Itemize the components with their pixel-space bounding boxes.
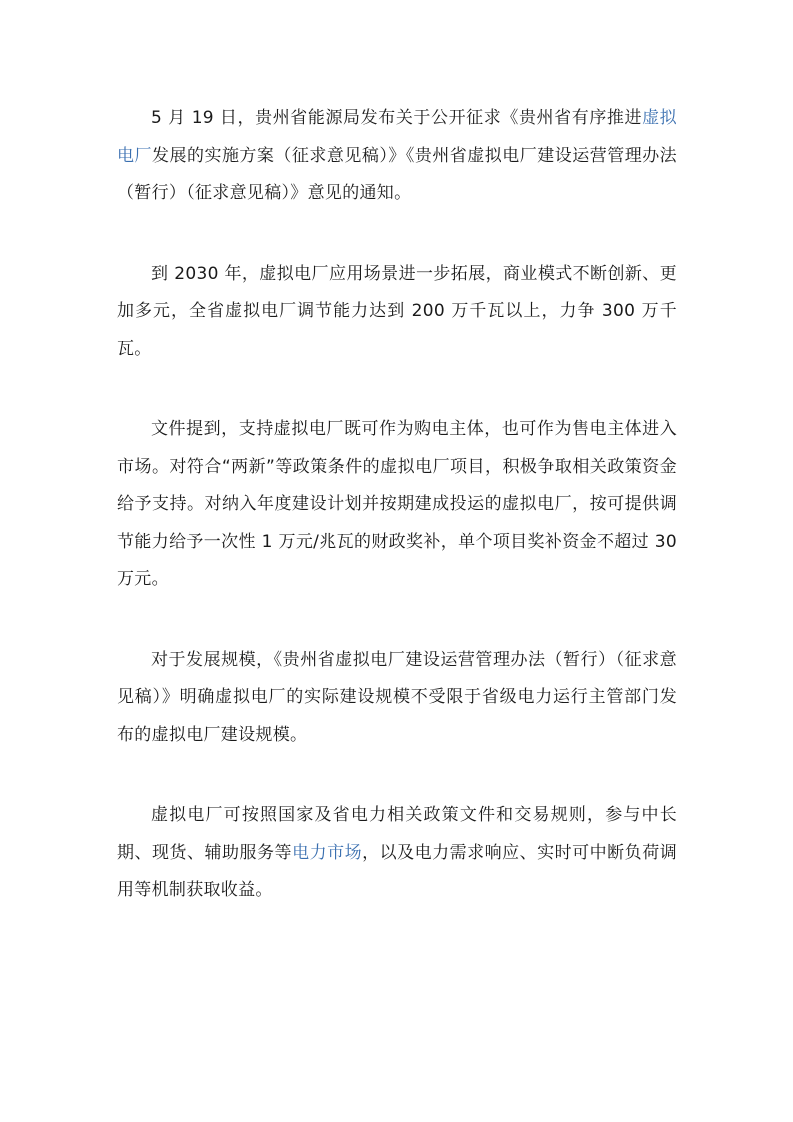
paragraph-text: 文件提到，支持虚拟电厂既可作为购电主体，也可作为售电主体进入市场。对符合“两新”等政策条件的虚拟电厂项目，积极争取相关政策资金给予支持。对纳入年度建设计划并按期建成投运的虚拟电厂，按可提供调节能力给予一次性 1 万元/兆瓦的财政奖补，单个项目奖补资金不超过 30 万元。	[117, 419, 677, 589]
document-body	[117, 100, 677, 953]
paragraph-revenue-mechanisms	[117, 797, 677, 910]
link-virtual-power-plant[interactable]: 虚拟电厂	[117, 108, 677, 166]
paragraph-text: ，以及电力需求响应、实时可中断负荷调用等机制获取收益。	[117, 842, 677, 900]
paragraph-development-scale	[117, 642, 677, 755]
paragraph-text: 虚拟电厂可按照国家及省电力相关政策文件和交易规则，参与中长期、现货、辅助服务等	[117, 805, 677, 863]
paragraph-2030-target	[117, 256, 677, 369]
paragraph-policy-support	[117, 411, 677, 599]
link-electricity-market[interactable]: 电力市场	[292, 842, 363, 863]
paragraph-text: 发展的实施方案（征求意见稿）》《贵州省虚拟电厂建设运营管理办法（暂行）（征求意见稿）》意见的通知。	[117, 145, 677, 203]
paragraph-announcement	[117, 100, 677, 213]
paragraph-text: 到 2030 年，虚拟电厂应用场景进一步拓展，商业模式不断创新、更加多元，全省虚拟电厂调节能力达到 200 万千瓦以上，力争 300 万千瓦。	[117, 263, 677, 359]
paragraph-text: 5 月 19 日，贵州省能源局发布关于公开征求《贵州省有序推进	[151, 108, 643, 128]
paragraph-text: 对于发展规模，《贵州省虚拟电厂建设运营管理办法（暂行）（征求意见稿）》明确虚拟电厂的实际建设规模不受限于省级电力运行主管部门发布的虚拟电厂建设规模。	[117, 649, 677, 745]
